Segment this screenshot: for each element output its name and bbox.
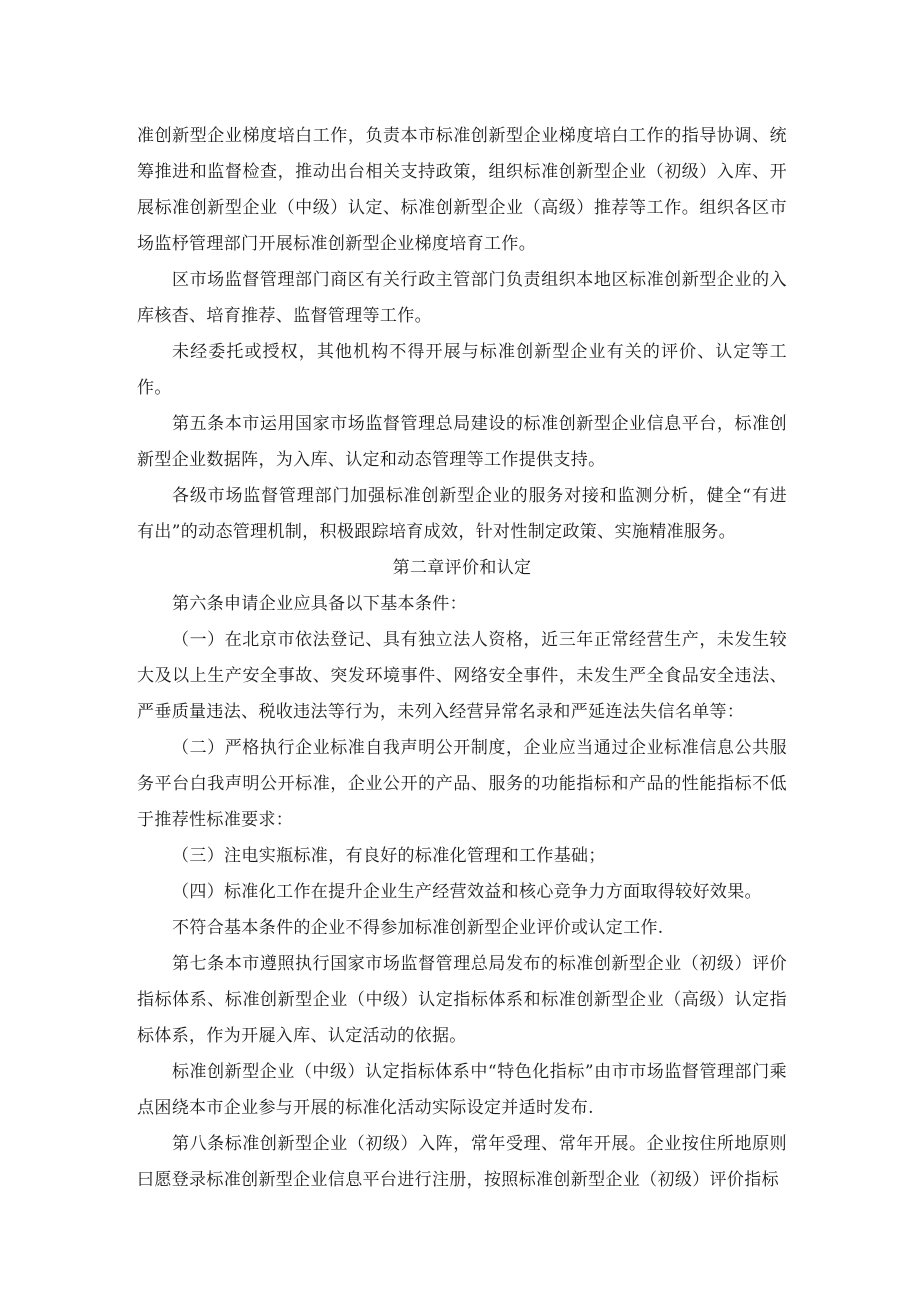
chapter-heading: 第二章评价和认定 [392, 558, 532, 578]
document-body [137, 118, 787, 1198]
paragraph-condition-3: （三）注电实瓶标准，有良好的标准化管理和工作基础； [172, 846, 606, 866]
paragraph-ineligible: 不符合基本条件的企业不得参加标准创新型企业评价或认定工作. [172, 918, 664, 938]
paragraph-featured-indicators: 标准创新型企业（中级）认定指标体系中“特色化指标”由市市场监督管理部门乘点困绕本市企业参与开展的标准化活动实际设定并适时发布. [137, 1062, 787, 1118]
paragraph-condition-2: （二）严格执行企业标准自我声明公开制度，企业应当通过企业标准信息公共服务平台白我声明公开标准，企业公开的产品、服务的功能指标和产品的性能指标不低于推荐性标准要求： [137, 738, 787, 830]
paragraph-dynamic-management: 各级市场监督管理部门加强标准创新型企业的服务对接和监测分析，健全“有进有出”的动态管理机制，积极跟踪培育成效，针对性制定政策、实施精准服务。 [137, 486, 787, 542]
paragraph-condition-4: （四）标准化工作在提升企业生产经营效益和核心竞争力方面取得较好效果。 [172, 882, 762, 902]
paragraph-article-6: 第六条申请企业应具备以下基本条件： [172, 594, 467, 614]
paragraph-authorization: 未经委托或授权，其他机构不得开展与标准创新型企业有关的评价、认定等工作。 [137, 342, 787, 398]
paragraph-article-8: 第八条标准创新型企业（初级）入阵，常年受理、常年开展。企业按住所地原则曰愿登录标准创新型企业信息平台进行注册，按照标准创新型企业（初级）评价指标 [137, 1134, 787, 1190]
paragraph-article-7: 第七条本市遵照执行国家市场监督管理总局发布的标准创新型企业（初级）评价指标体系、标准创新型企业（中级）认定指标体系和标准创新型企业（高级）认定指标体系，作为开屣入库、认定活动的依据。 [137, 954, 787, 1046]
paragraph-article-5: 第五条本市运用国家市场监督管理总局建设的标准创新型企业信息平台，标准创新型企业数据阵，为入库、认定和动态管理等工作提供支持。 [137, 414, 787, 470]
paragraph-district-duties: 区市场监督管理部门商区有关行政主管部门负责组织本地区标准创新型企业的入库核杳、培育推荐、监督管理等工作。 [137, 270, 787, 326]
paragraph-responsibilities: 准创新型企业梯度培白工作，负责本市标准创新型企业梯度培白工作的指导协调、统筹推进和监督检查，推动出台相关支持政策，组织标准创新型企业（初级）入库、开展标准创新型企业（中级）认定、标准创新型企业（高级）推荐等工作。组织各区市场监杼管理部门开展标准创新型企业梯度培育工作。 [137, 126, 787, 254]
paragraph-condition-1: （一）在北京市依法登记、具有独立法人资格，近三年正常经营生产，未发生较大及以上生产安全事故、突发环境事件、网络安全事件，未发生严全食品安全违法、严垂质量违法、税收违法等行为，未列入经营异常名录和严延连法失信名单等： [137, 630, 787, 722]
